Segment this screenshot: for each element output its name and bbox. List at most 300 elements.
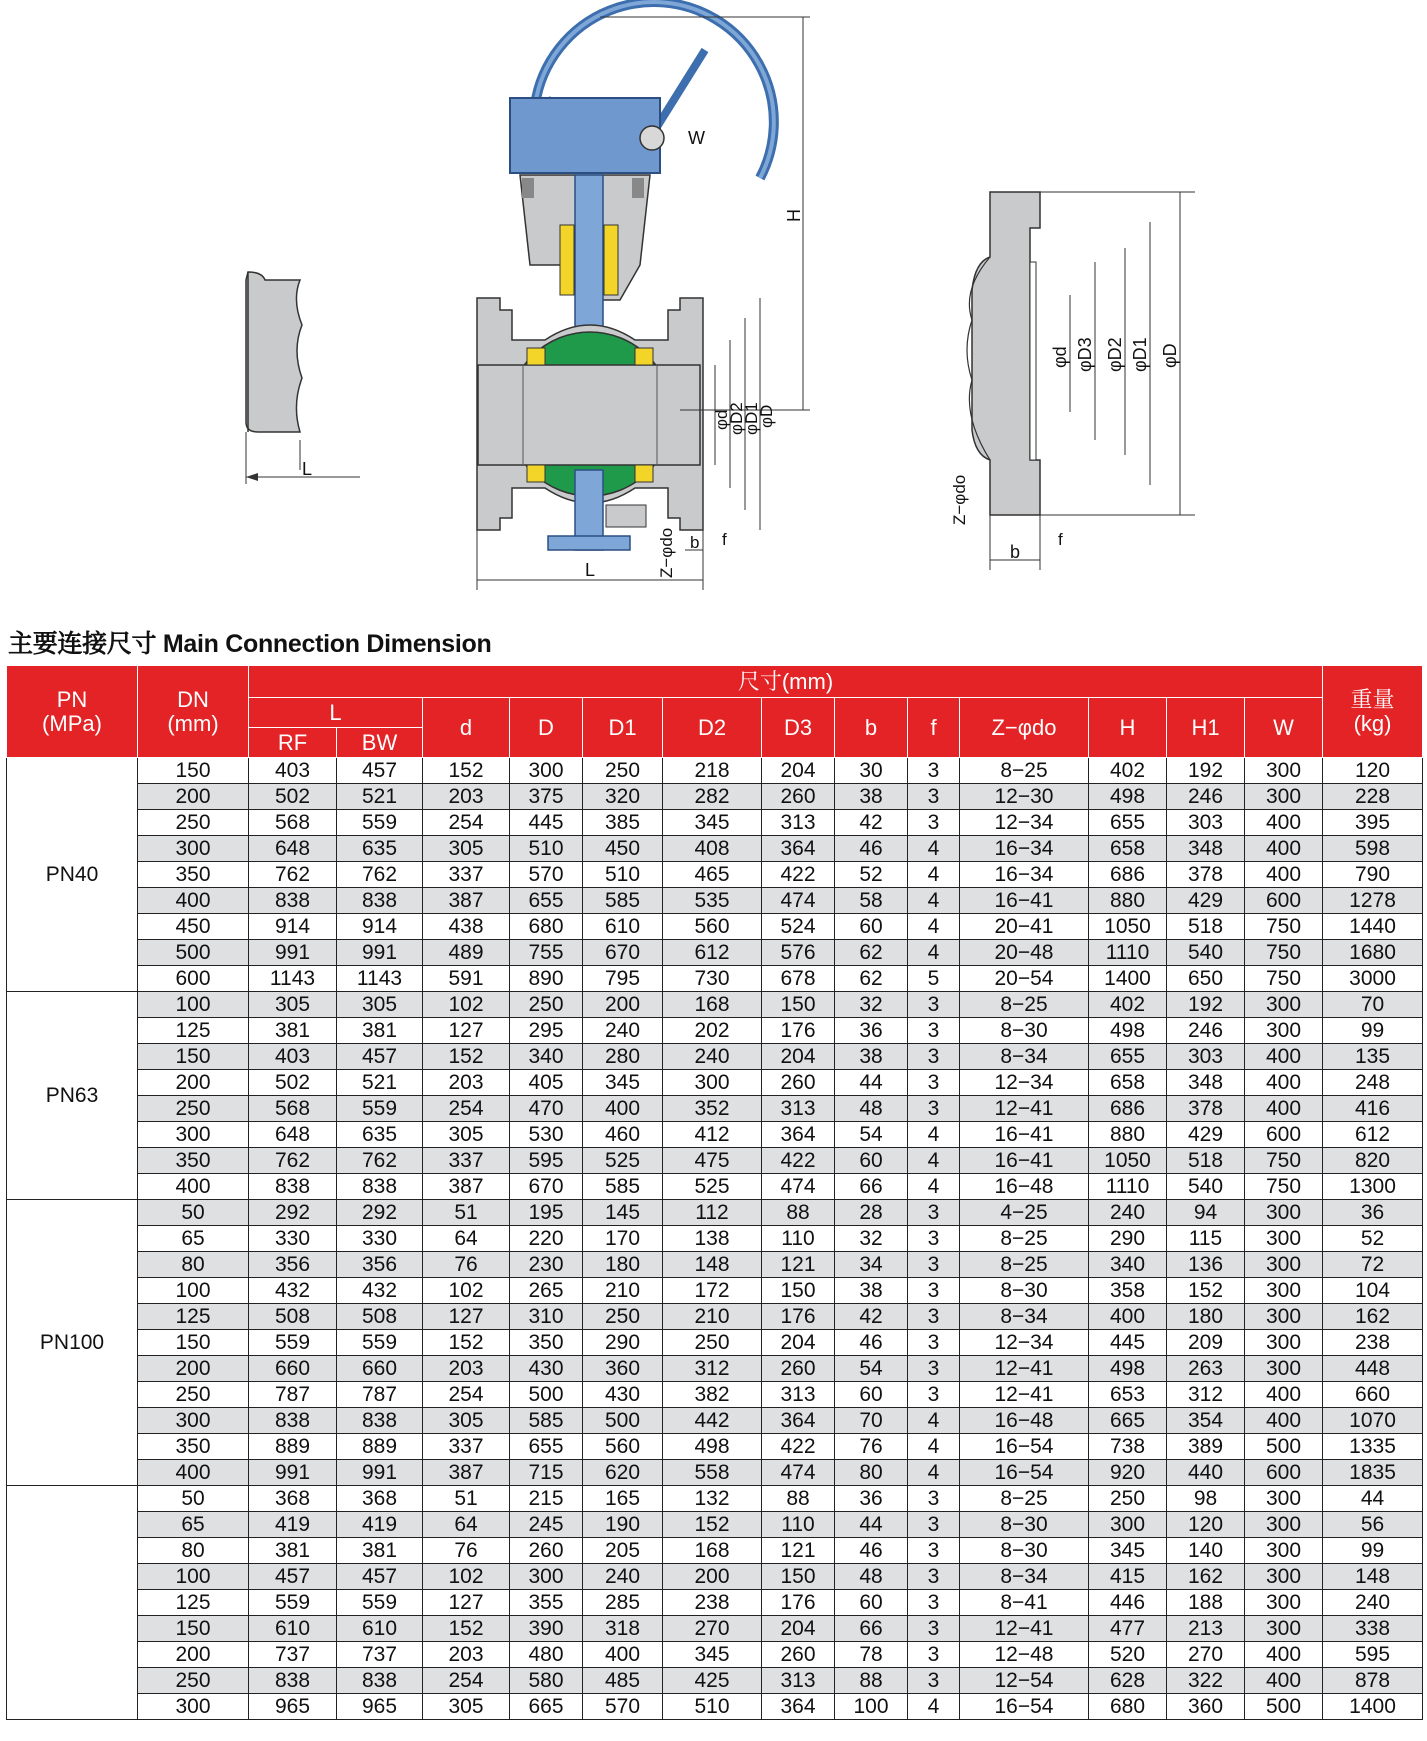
table-cell: 498 <box>663 1434 762 1460</box>
table-cell: 110 <box>762 1512 835 1538</box>
table-cell: 88 <box>835 1668 908 1694</box>
table-cell: 300 <box>510 758 583 784</box>
label-d2-right: φD2 <box>1105 337 1125 372</box>
table-cell: 50 <box>138 1200 249 1226</box>
table-cell: 381 <box>337 1538 423 1564</box>
table-cell: 457 <box>337 1564 423 1590</box>
label-l-left: L <box>302 459 313 479</box>
table-cell: 345 <box>663 810 762 836</box>
table-cell: 521 <box>337 1070 423 1096</box>
table-cell: 502 <box>249 784 337 810</box>
table-cell: 180 <box>1167 1304 1245 1330</box>
table-cell: 250 <box>583 758 663 784</box>
table-cell: 300 <box>1245 1564 1323 1590</box>
table-cell: 8−30 <box>960 1512 1089 1538</box>
table-row <box>7 1070 1423 1096</box>
table-cell: 30 <box>835 758 908 784</box>
table-cell: 190 <box>583 1512 663 1538</box>
table-cell: 50 <box>138 1486 249 1512</box>
table-cell: 148 <box>663 1252 762 1278</box>
table-cell: 12−30 <box>960 784 1089 810</box>
table-cell: 218 <box>663 758 762 784</box>
table-cell: 210 <box>583 1278 663 1304</box>
table-cell: 28 <box>835 1200 908 1226</box>
table-cell: 389 <box>1167 1434 1245 1460</box>
table-cell: 520 <box>1089 1642 1167 1668</box>
table-cell: 254 <box>423 1668 510 1694</box>
header-D: D <box>510 698 583 758</box>
table-cell: 36 <box>835 1018 908 1044</box>
table-cell: 51 <box>423 1200 510 1226</box>
table-cell: 215 <box>510 1486 583 1512</box>
table-cell: 125 <box>138 1018 249 1044</box>
table-cell: 382 <box>663 1382 762 1408</box>
table-cell: 405 <box>510 1070 583 1096</box>
table-row <box>7 1486 1423 1512</box>
table-cell: 60 <box>835 1382 908 1408</box>
table-cell: 270 <box>1167 1642 1245 1668</box>
table-cell: 132 <box>663 1486 762 1512</box>
table-cell: 838 <box>249 1174 337 1200</box>
table-cell: 525 <box>663 1174 762 1200</box>
valve-drawing <box>0 0 1427 600</box>
table-cell: 422 <box>762 862 835 888</box>
table-cell: 52 <box>1323 1226 1423 1252</box>
table-cell: 686 <box>1089 862 1167 888</box>
table-cell: 559 <box>337 1096 423 1122</box>
table-cell: 838 <box>337 1408 423 1434</box>
table-cell: 94 <box>1167 1200 1245 1226</box>
table-cell: 3 <box>908 1356 960 1382</box>
table-cell: 568 <box>249 1096 337 1122</box>
table-cell: 1400 <box>1089 966 1167 992</box>
table-cell: 204 <box>762 1330 835 1356</box>
table-cell: 318 <box>583 1616 663 1642</box>
table-cell: 238 <box>663 1590 762 1616</box>
table-cell: 48 <box>835 1096 908 1122</box>
table-cell: 8−25 <box>960 1486 1089 1512</box>
table-cell: 285 <box>583 1590 663 1616</box>
table-cell: 914 <box>337 914 423 940</box>
table-cell: 4 <box>908 888 960 914</box>
table-cell: 477 <box>1089 1616 1167 1642</box>
table-cell: 790 <box>1323 862 1423 888</box>
table-cell: 295 <box>510 1018 583 1044</box>
table-cell: 750 <box>1245 914 1323 940</box>
table-cell: 152 <box>663 1512 762 1538</box>
table-cell: 402 <box>1089 992 1167 1018</box>
table-cell: 300 <box>1245 1304 1323 1330</box>
table-cell: 3 <box>908 1226 960 1252</box>
label-w: W <box>688 128 705 148</box>
table-cell: 99 <box>1323 1018 1423 1044</box>
table-cell: 8−30 <box>960 1538 1089 1564</box>
header-weight: 重量 (kg) <box>1323 666 1423 758</box>
table-cell: 300 <box>138 1408 249 1434</box>
table-cell: 4 <box>908 1460 960 1486</box>
table-cell: 4 <box>908 836 960 862</box>
table-cell: 16−41 <box>960 1148 1089 1174</box>
header-pn: PN (MPa) <box>7 666 138 758</box>
header-size: 尺寸(mm) <box>249 666 1323 698</box>
table-cell: 750 <box>1245 940 1323 966</box>
table-cell: 412 <box>663 1122 762 1148</box>
table-cell: 240 <box>583 1564 663 1590</box>
table-cell: 387 <box>423 1174 510 1200</box>
table-cell: 36 <box>1323 1200 1423 1226</box>
table-cell: 381 <box>337 1018 423 1044</box>
table-cell: 914 <box>249 914 337 940</box>
table-cell: 65 <box>138 1226 249 1252</box>
table-cell: 70 <box>835 1408 908 1434</box>
header-D3: D3 <box>762 698 835 758</box>
table-cell: 457 <box>337 1044 423 1070</box>
table-cell: 65 <box>138 1512 249 1538</box>
table-cell: 3000 <box>1323 966 1423 992</box>
table-cell: 500 <box>510 1382 583 1408</box>
table-cell: 991 <box>249 1460 337 1486</box>
table-cell: 660 <box>337 1356 423 1382</box>
table-cell: 200 <box>138 1642 249 1668</box>
table-cell: 438 <box>423 914 510 940</box>
label-d-right: φd <box>1050 346 1070 368</box>
table-cell: 612 <box>663 940 762 966</box>
table-cell: 540 <box>1167 1174 1245 1200</box>
table-cell: 4 <box>908 914 960 940</box>
table-cell: 595 <box>1323 1642 1423 1668</box>
table-cell: 42 <box>835 1304 908 1330</box>
table-cell: 300 <box>138 1694 249 1720</box>
table-cell: 446 <box>1089 1590 1167 1616</box>
table-cell: 3 <box>908 1200 960 1226</box>
table-cell: 121 <box>762 1538 835 1564</box>
table-cell: 648 <box>249 1122 337 1148</box>
table-cell: 489 <box>423 940 510 966</box>
table-cell: 400 <box>138 888 249 914</box>
table-cell: 635 <box>337 1122 423 1148</box>
table-cell: 240 <box>1089 1200 1167 1226</box>
table-cell: 3 <box>908 1070 960 1096</box>
table-cell: 64 <box>423 1512 510 1538</box>
table-cell: 16−54 <box>960 1434 1089 1460</box>
table-cell: 228 <box>1323 784 1423 810</box>
table-cell: 303 <box>1167 1044 1245 1070</box>
table-cell: 510 <box>510 836 583 862</box>
table-cell: 787 <box>249 1382 337 1408</box>
table-cell: 400 <box>1245 1408 1323 1434</box>
table-cell: 240 <box>663 1044 762 1070</box>
table-cell: 165 <box>583 1486 663 1512</box>
table-cell: 889 <box>337 1434 423 1460</box>
table-cell: 460 <box>583 1122 663 1148</box>
table-cell: 680 <box>510 914 583 940</box>
label-zdo-mid: Z−φdo <box>657 527 676 578</box>
table-cell: 250 <box>138 1382 249 1408</box>
table-cell: 360 <box>583 1356 663 1382</box>
table-cell: 204 <box>762 1044 835 1070</box>
table-cell: 920 <box>1089 1460 1167 1486</box>
table-cell: 585 <box>510 1408 583 1434</box>
table-cell: 4 <box>908 1434 960 1460</box>
table-cell: 204 <box>762 1616 835 1642</box>
table-cell: 303 <box>1167 810 1245 836</box>
table-cell: 762 <box>337 862 423 888</box>
table-cell: 270 <box>663 1616 762 1642</box>
table-cell: 300 <box>1245 1018 1323 1044</box>
table-cell: 305 <box>423 1408 510 1434</box>
table-cell: 585 <box>583 888 663 914</box>
table-row <box>7 966 1423 992</box>
table-cell: 300 <box>1245 1330 1323 1356</box>
table-cell: 300 <box>1245 784 1323 810</box>
table-row <box>7 1564 1423 1590</box>
table-cell: 378 <box>1167 1096 1245 1122</box>
table-cell: 16−41 <box>960 888 1089 914</box>
flange-figure <box>967 192 1195 570</box>
table-cell: 100 <box>138 1278 249 1304</box>
table-cell: 345 <box>663 1642 762 1668</box>
table-cell: 168 <box>663 1538 762 1564</box>
table-cell: 98 <box>1167 1486 1245 1512</box>
table-cell: 150 <box>138 758 249 784</box>
table-row <box>7 914 1423 940</box>
table-row <box>7 1122 1423 1148</box>
table-cell: 203 <box>423 784 510 810</box>
table-cell: 429 <box>1167 888 1245 914</box>
table-cell: 500 <box>583 1408 663 1434</box>
label-zdo-right: Z−φdo <box>950 474 969 525</box>
table-cell: 265 <box>510 1278 583 1304</box>
label-dd-mid: φD <box>757 404 776 428</box>
table-cell: 192 <box>1167 992 1245 1018</box>
table-cell: 585 <box>583 1174 663 1200</box>
table-row <box>7 1304 1423 1330</box>
table-cell: 300 <box>1245 1252 1323 1278</box>
table-cell: 200 <box>663 1564 762 1590</box>
table-cell: 200 <box>138 1356 249 1382</box>
table-cell: 300 <box>1245 1512 1323 1538</box>
header-dn: DN (mm) <box>138 666 249 758</box>
table-cell: 395 <box>1323 810 1423 836</box>
table-cell: 498 <box>1089 1018 1167 1044</box>
table-cell: 292 <box>249 1200 337 1226</box>
table-row <box>7 1148 1423 1174</box>
table-cell: 795 <box>583 966 663 992</box>
table-cell: 72 <box>1323 1252 1423 1278</box>
table-cell: 1143 <box>249 966 337 992</box>
table-cell: 540 <box>1167 940 1245 966</box>
table-cell: 400 <box>1245 1096 1323 1122</box>
table-cell: 559 <box>249 1590 337 1616</box>
table-cell: 3 <box>908 1330 960 1356</box>
table-cell: 340 <box>510 1044 583 1070</box>
table-row <box>7 1252 1423 1278</box>
table-cell: 498 <box>1089 784 1167 810</box>
table-cell: 246 <box>1167 1018 1245 1044</box>
table-cell: 305 <box>337 992 423 1018</box>
table-cell: 313 <box>762 1096 835 1122</box>
table-cell: 300 <box>1245 1616 1323 1642</box>
table-cell: 474 <box>762 1460 835 1486</box>
table-cell: 246 <box>1167 784 1245 810</box>
table-cell: 54 <box>835 1122 908 1148</box>
table-cell: 889 <box>249 1434 337 1460</box>
table-cell: 364 <box>762 836 835 862</box>
table-cell: 350 <box>138 1148 249 1174</box>
table-cell: 64 <box>423 1226 510 1252</box>
table-cell: 195 <box>510 1200 583 1226</box>
table-cell: 202 <box>663 1018 762 1044</box>
table-cell: 240 <box>583 1018 663 1044</box>
table-cell: 738 <box>1089 1434 1167 1460</box>
table-cell: 403 <box>249 758 337 784</box>
table-cell: 750 <box>1245 1148 1323 1174</box>
table-cell: 730 <box>663 966 762 992</box>
table-cell: 525 <box>583 1148 663 1174</box>
table-cell: 500 <box>1245 1694 1323 1720</box>
table-cell: 610 <box>337 1616 423 1642</box>
table-cell: 127 <box>423 1590 510 1616</box>
table-cell: 348 <box>1167 836 1245 862</box>
table-cell: 991 <box>249 940 337 966</box>
table-cell: 172 <box>663 1278 762 1304</box>
table-cell: 102 <box>423 1564 510 1590</box>
table-cell: 3 <box>908 810 960 836</box>
table-cell: 12−34 <box>960 1330 1089 1356</box>
table-cell: 450 <box>583 836 663 862</box>
table-cell: 3 <box>908 1486 960 1512</box>
table-cell: 263 <box>1167 1356 1245 1382</box>
table-cell: 338 <box>1323 1616 1423 1642</box>
table-cell: 150 <box>762 992 835 1018</box>
table-row <box>7 1512 1423 1538</box>
table-cell: 580 <box>510 1668 583 1694</box>
table-cell: 498 <box>1089 1356 1167 1382</box>
table-cell: 70 <box>1323 992 1423 1018</box>
table-cell: 465 <box>663 862 762 888</box>
table-cell: 650 <box>1167 966 1245 992</box>
table-cell: 250 <box>138 810 249 836</box>
table-cell: 3 <box>908 1382 960 1408</box>
table-cell: 60 <box>835 1590 908 1616</box>
table-cell: 320 <box>583 784 663 810</box>
dimension-table <box>6 665 1423 1720</box>
table-cell: 387 <box>423 1460 510 1486</box>
table-cell: 46 <box>835 1330 908 1356</box>
table-cell: 176 <box>762 1590 835 1616</box>
table-cell: 127 <box>423 1018 510 1044</box>
table-cell: 204 <box>762 758 835 784</box>
table-cell: 100 <box>835 1694 908 1720</box>
table-cell: 530 <box>510 1122 583 1148</box>
table-cell: 260 <box>762 1070 835 1096</box>
table-cell: 254 <box>423 1096 510 1122</box>
header-d: d <box>423 698 510 758</box>
table-cell: 300 <box>1245 758 1323 784</box>
table-cell: 337 <box>423 1148 510 1174</box>
table-cell: 658 <box>1089 836 1167 862</box>
table-cell: 120 <box>1323 758 1423 784</box>
table-cell: 176 <box>762 1018 835 1044</box>
table-cell: 1278 <box>1323 888 1423 914</box>
table-cell: 1680 <box>1323 940 1423 966</box>
table-cell: 356 <box>249 1252 337 1278</box>
pn-cell: PN100 <box>7 1200 138 1486</box>
table-cell: 600 <box>1245 1122 1323 1148</box>
table-cell: 838 <box>249 1408 337 1434</box>
table-cell: 354 <box>1167 1408 1245 1434</box>
table-cell: 16−48 <box>960 1408 1089 1434</box>
table-cell: 432 <box>249 1278 337 1304</box>
table-cell: 136 <box>1167 1252 1245 1278</box>
header-bw: BW <box>337 728 423 758</box>
table-cell: 4 <box>908 940 960 966</box>
table-row <box>7 1590 1423 1616</box>
table-cell: 150 <box>138 1044 249 1070</box>
table-cell: 115 <box>1167 1226 1245 1252</box>
table-cell: 965 <box>337 1694 423 1720</box>
table-cell: 1440 <box>1323 914 1423 940</box>
table-cell: 838 <box>337 1668 423 1694</box>
table-row <box>7 1226 1423 1252</box>
table-cell: 474 <box>762 888 835 914</box>
table-cell: 429 <box>1167 1122 1245 1148</box>
table-cell: 112 <box>663 1200 762 1226</box>
table-cell: 3 <box>908 1616 960 1642</box>
table-row <box>7 1096 1423 1122</box>
table-cell: 200 <box>138 1070 249 1096</box>
table-cell: 518 <box>1167 1148 1245 1174</box>
table-cell: 102 <box>423 992 510 1018</box>
table-cell: 99 <box>1323 1538 1423 1564</box>
table-cell: 8−25 <box>960 758 1089 784</box>
label-f-mid: f <box>722 530 727 549</box>
table-cell: 680 <box>1089 1694 1167 1720</box>
table-cell: 364 <box>762 1408 835 1434</box>
table-cell: 16−54 <box>960 1460 1089 1486</box>
table-cell: 612 <box>1323 1122 1423 1148</box>
table-cell: 220 <box>510 1226 583 1252</box>
table-cell: 200 <box>583 992 663 1018</box>
table-cell: 558 <box>663 1460 762 1486</box>
table-cell: 559 <box>249 1330 337 1356</box>
table-cell: 432 <box>337 1278 423 1304</box>
table-row <box>7 1642 1423 1668</box>
table-cell: 238 <box>1323 1330 1423 1356</box>
table-cell: 345 <box>1089 1538 1167 1564</box>
table-cell: 12−54 <box>960 1668 1089 1694</box>
table-row <box>7 888 1423 914</box>
table-cell: 250 <box>138 1668 249 1694</box>
table-cell: 1400 <box>1323 1694 1423 1720</box>
table-cell: 300 <box>1245 1538 1323 1564</box>
table-cell: 500 <box>138 940 249 966</box>
table-cell: 878 <box>1323 1668 1423 1694</box>
table-cell: 425 <box>663 1668 762 1694</box>
table-cell: 500 <box>1245 1434 1323 1460</box>
label-l-mid: L <box>585 560 596 580</box>
table-cell: 8−30 <box>960 1018 1089 1044</box>
table-cell: 260 <box>762 784 835 810</box>
table-cell: 3 <box>908 1304 960 1330</box>
table-cell: 787 <box>337 1382 423 1408</box>
table-cell: 737 <box>337 1642 423 1668</box>
label-d1-right: φD1 <box>1130 337 1150 372</box>
table-cell: 305 <box>423 836 510 862</box>
table-cell: 4 <box>908 1148 960 1174</box>
table-cell: 390 <box>510 1616 583 1642</box>
table-cell: 313 <box>762 810 835 836</box>
